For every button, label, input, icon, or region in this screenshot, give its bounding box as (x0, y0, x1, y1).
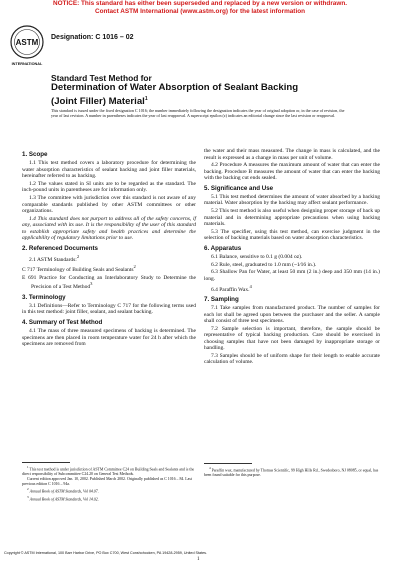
para-7-2: 7.2 Sample selection is important, therefore, the sample should be representative of typical backing production. Care should be exercised in choosing samples that have not been damaged by inappropriate storage or handling. (204, 325, 380, 352)
footnote-2: $^2$ Annual Book of ASTM Standards, Vol 04.07. (27, 487, 99, 494)
para-2-1: 2.1 ASTM Standards:$^2$ (29, 253, 80, 263)
notice-line-2: Contact ASTM International (www.astm.org) for the latest information (94, 7, 306, 15)
footnote-rule-right (204, 463, 252, 464)
para-4-2: 4.2 Procedure A measures the maximum amount of water that can enter the backing. Procedure B measures the amount of water that can enter the backing with the backing cut ends sealed. (204, 162, 380, 182)
title-line-2: Determination of Water Absorption of Sealant Backing (51, 82, 299, 94)
section-apparatus-heading: 6. Apparatus (204, 244, 242, 252)
footnote-1-edition: Current edition approved Jan. 10, 2002. Published March 2002. Originally published as C 1016 – 84. Last previous edition C 1016 – 94a. (22, 477, 193, 486)
svg-text:INTERNATIONAL: INTERNATIONAL (11, 62, 43, 66)
left-column (22, 148, 196, 349)
para-1-2: 1.2 The values stated in SI units are to be regarded as the standard. The inch-pound units in parentheses are for information only. (22, 180, 196, 194)
page-number: 1 (197, 557, 200, 562)
section-sampling-heading: 7. Sampling (204, 296, 239, 304)
para-1-3: 1.3 The committee with jurisdiction over this standard is not aware of any comparable standards published by other ASTM committees or other organizations. (22, 195, 196, 215)
title-line-1: Standard Test Method for (51, 73, 152, 83)
reference-e691: E 691 Practice for Conducting an Interlaboratory Study to Determine the Precision of a Test Method$^3$ (22, 274, 196, 291)
section-scope-heading: 1. Scope (22, 151, 48, 159)
para-6-2: 6.2 Rule, steel, graduated to 1.0 mm (~1⁄16 in.). (211, 261, 317, 268)
para-5-3: 5.3 The specifier, using this test method, can exercise judgment in the selection of backing materials based on water absorption characteristics. (204, 228, 380, 242)
copyright-line: Copyright © ASTM International, 100 Barr Harbor Drive, PO Box C700, West Conshohocken, PA 19428-2959, United States. (4, 551, 208, 555)
footnotes-right (204, 466, 380, 478)
designation: Designation: C 1016 – 02 (51, 34, 134, 41)
section-terminology-heading: 3. Terminology (22, 293, 66, 301)
footnote-rule-left (22, 462, 70, 463)
para-6-3: 6.3 Shallow Pan for Water, at least 50 mm (2 in.) deep and 350 mm (14 in.) long. (204, 269, 380, 282)
para-7-1: 7.1 Take samples from manufactured product. The number of samples for each lot shall be agreed upon between the purchaser and the seller. A sample shall consist of three test specimens. (204, 305, 380, 325)
svg-text:ASTM: ASTM (15, 38, 39, 47)
para-6-4: 6.4 Paraffin Wax.$^4$ (211, 283, 252, 293)
para-3-1: 3.1 Definitions—Refer to Terminology C 717 for the following terms used in this test method: joint filler, sealant, and sealant backing. (22, 302, 196, 316)
superseded-notice (0, 0, 400, 15)
right-column (204, 148, 380, 367)
para-6-1: 6.1 Balance, sensitive to 0.1 g (0.004 oz). (211, 253, 303, 260)
issuance-note: This standard is issued under the fixed designation C 1016; the number immediately following the designation indicates the year of original adoption or, in the case of revision, the year of last revision. A number in parentheses indicates the year of last reapproval. A superscript epsilon (ε) indicates an editorial change since the last revision or reapproval. (51, 108, 345, 118)
section-referenced-docs-heading: 2. Referenced Documents (22, 244, 98, 252)
footnote-3: $^3$ Annual Book of ASTM Standards, Vol 14.02. (27, 494, 99, 502)
para-4-1: 4.1 The mass of three measured specimens of backing is determined. The specimens are then placed in room temperature water for 24 h after which the specimens are removed from (22, 328, 196, 348)
para-1-1: 1.1 This test method covers a laboratory procedure for determining the water absorption characteristics of sealant backing and joint filler materials, hereinafter referred to as backing. (22, 160, 196, 180)
reference-c717: C 717 Terminology of Building Seals and Sealants$^2$ (22, 264, 136, 274)
notice-line-1: NOTICE: This standard has either been superseded and replaced by a new version or withdrawn. (52, 0, 348, 7)
para-1-4: 1.4 This standard does not purport to address all of the safety concerns, if any, associated with its use. It is the responsibility of the user of this standard to establish appropriate safety and health practices and determine the applicability of regulatory limitations prior to use. (22, 215, 196, 242)
title-line-3: (Joint Filler) Material (51, 96, 145, 107)
section-summary-heading: 4. Summary of Test Method (22, 319, 103, 327)
para-5-1: 5.1 This test method determines the amount of water absorbed by a backing material. Water absorption by the backing may affect sealant performance. (204, 193, 380, 207)
footnote-4: $^4$ Paraffin wax, manufactured by Thomas Scientific, 99 High Hills Rd., Swedesboro, NJ 08085, or equal, has been found suitable for this purpose. (204, 466, 379, 477)
footnotes-left (22, 465, 196, 502)
para-5-2: 5.2 This test method is also useful when designing proper storage of back up material and in determining appropriate precautions when using backing materials. (204, 208, 380, 228)
footnote-1: $^1$ This test method is under jurisdiction of ASTM Committee C24 on Building Seals and Sealants and is the direct responsibility of Subcommittee C24.20 on General Test Methods. (22, 465, 195, 476)
astm-logo (7, 23, 47, 69)
para-7-3: 7.3 Samples should be of uniform shape for their length to enable accurate calculation of volume. (204, 352, 380, 366)
document-title: Standard Test Method for Determination of Water Absorption of Sealant Backing (Joint Filler) Material$^1$ (51, 74, 351, 107)
para-4-1-cont: the water and their mass measured. The change in mass is calculated, and the result is expressed as a change in mass per unit of volume. (204, 148, 380, 161)
section-significance-heading: 5. Significance and Use (204, 184, 274, 192)
